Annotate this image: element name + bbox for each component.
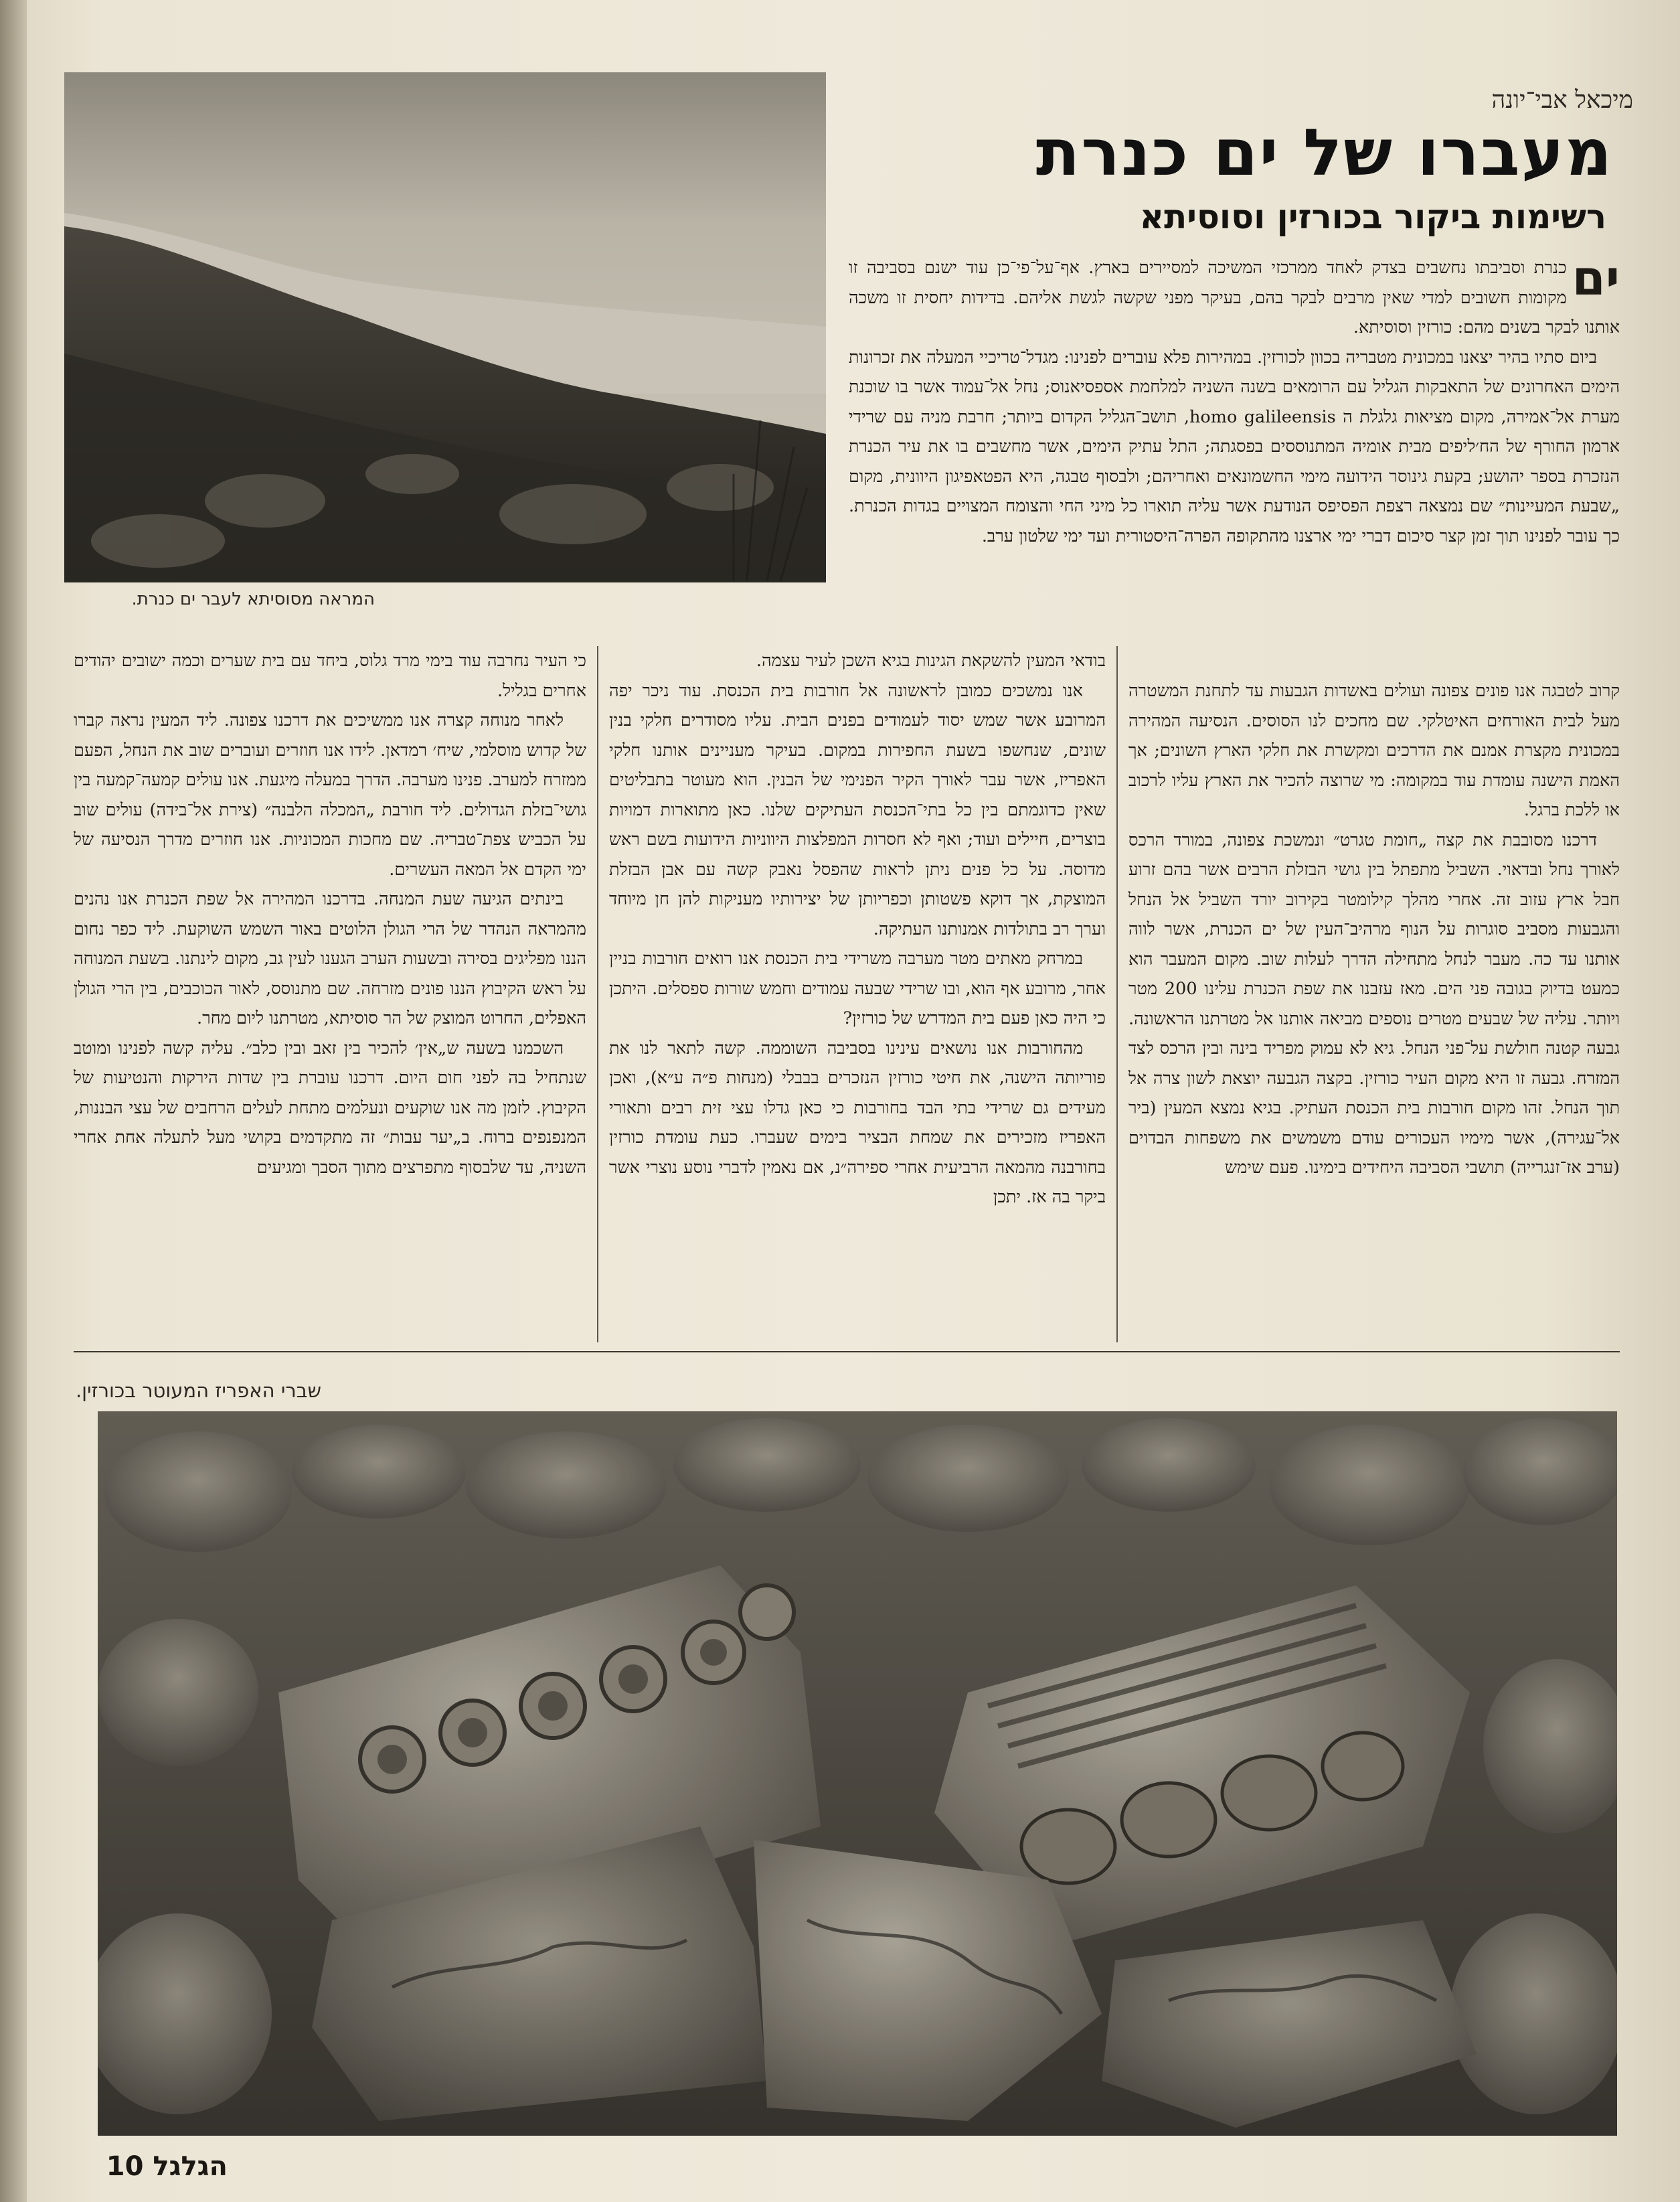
page-number: 10: [106, 2151, 144, 2182]
paragraph: מהחורבות אנו נושאים עינינו בסביבה השוממה. קשה לתאר לנו את פוריותה הישנה, את חיטי כורזין הנזכרים בבבלי (מנחות פ״ה ע״א), ואכן מעידים גם שרידי בתי הבד בחורבות כי כאן גדלו עצי זית רבים ותאורי האפריז מזכירים את שמחת הבציר בימים שעברו. כעת עומדת כורזין בחורבנה מהמאה הרביעית אחרי ספירה״נ, אם נאמין לדברי נוסע נוצרי אשר ביקר בה אז. יתכן: [609, 1038, 1106, 1207]
paragraph: דרכנו מסובבת את קצה „חומת טגרט״ ונמשכת צפונה, במורד הרכס לאורך נחל ובדאוי. השביל מתפתל בין גושי הבזלת הרבים אשר בהם זרוע חבל ארץ עזוב זה. אחרי מהלך קילומטר בקירוב יורד השביל אל הנחל והגבעות מסביב סוגרות על הנוף מרהיב־העין של ים הכנרת, אשר לווה אותנו עד כה. מעבר לנחל מתחילה הדרך לעלות שוב. מקום המעבר הוא כמעט בדיוק בגובה פני הים. מאז עזבנו את שפת הכנרת עלינו 200 מטר ויותר. עליה של שבעים מטרים נוספים מביאה אותנו אל מטרתנו הראשונה. גבעה קטנה חולשת על־פני הנחל. גיא לא עמוק מפריד בינה ובין הרכס לצד המזרח. גבעה זו היא מקום העיר כורזין. בקצה הגבעה יוצאת לשון צרה אל תוך הנחל. זהו מקום חורבות בית הכנסת העתיק. בגיא נמצא המעין (ביר אל־עגירה), אשר מימיו העכורים עודם משמשים את משפחות הבדוים (ערב אז־זנגרייה) תושבי הסביבה היחידים בימינו. פעם שימש: [1128, 830, 1620, 1178]
author-byline: מיכאל אבי־יונה: [1491, 86, 1633, 114]
paragraph: בודאי המעין להשקאת הגינות בגיא השכן לעיר עצמה.: [756, 651, 1106, 671]
paragraph: לאחר מנוחה קצרה אנו ממשיכים את דרכנו צפונה. ליד המעין נראה קברו של קדוש מוסלמי, שיח׳ רמדאן. לידו אנו חוזרים ועוברים שוב את הנחל, הפעם ממזרח למערב. פנינו מערבה. הדרך במעלה מיגעת. אנו עולים קמעה־קמעה בין גושי־בזלת הגדולים. ליד חורבת „המכלה הלבנה״ (צירת אל־בידה) עולים שוב על הכביש צפת־טבריה. שם מחכות המכוניות. אנו חוזרים מדרך הנסיעה של ימי הקדם אל המאה העשרים.: [74, 710, 586, 880]
intro-paragraph-1: ים כנרת וסביבתו נחשבים בצדק לאחד ממרכזי המשיכה למסיירים בארץ. אף־על־פי־כן עוד ישנם בסביבה זו מקומות חשובים למדי שאין מרבים לבקר בהם, בעיקר מפני שקשה לגשת אליהם. בדידות יחסית זו משכה אותנו לבקר בשנים מהם: כורזין וסוסיתא.: [849, 253, 1620, 337]
magazine-name: הגלגל: [153, 2151, 228, 2182]
article-headline: מעברו של ים כנרת: [1035, 115, 1613, 190]
top-photo-caption: המראה מסוסיתא לעבר ים כנרת.: [131, 589, 375, 609]
intro-column: [849, 253, 1620, 648]
paragraph: קרוב לטבגה אנו פונים צפונה ועולים באשדות הגבעות עד לתחנת המשטרה מעל לבית האורחים האיטלקי. שם מחכים לנו הסוסים. הנסיעה המהירה במכונית מקצרת אמנם את הדרכים ומקשרת את חלקי הארץ השונים; אך האמת הישנה עומדת עוד במקומה: מי שרוצה להכיר את הארץ עליו לרכוב או ללכת ברגל.: [1128, 681, 1620, 820]
column-right: [1128, 676, 1620, 1339]
paragraph: בינתים הגיעה שעת המנחה. בדרכנו המהירה אל שפת הכנרת אנו נהנים מהמראה הנהדר של הרי הגולן הלוטים באור השמש השוקעת. ליד כפר נחום הננו מפליגים בסירה ובשעות הערב הגענו לעין גב, מקום לינתנו. בשעת המנוחה על ראש הקיבוץ הננו פונים מזרחה. שם מתנוסס, לאור הכוכבים, בין הרי הגולן האפלים, החרוט המוצק של הר סוסיתא, מטרתנו ליום מחר.: [74, 889, 586, 1028]
bottom-photo-caption: שברי האפריז המעוטר בכורזין.: [75, 1379, 321, 1402]
paragraph: במרחק מאתים מטר מערבה משרידי בית הכנסת אנו רואים חורבות בניין אחר, מרובע אף הוא, ובו שרידי שבעה עמודים וחמש שורות ספסלים. היתכן כי היה כאן פעם בית המדרש של כורזין?: [609, 949, 1106, 1028]
paragraph: כי העיר נחרבה עוד בימי מרד גלוס, ביחד עם בית שערים וכמה ישובים יהודים אחרים בגליל.: [74, 651, 586, 701]
bottom-photo-frieze-ruins: [98, 1411, 1617, 2136]
intro-paragraph-2: ביום סתיו בהיר יצאנו במכונית מטבריה בכוון לכורזין. במהירות פלא עוברים לפנינו: מגדל־טריכיי המעלה את זכרונות הימים האחרונים של התאבקות הגליל עם הרומאים בשנה השניה למלחמת אספסיאנוס; נחל אל־עמוד אשר בו שוכנת מערת אל־אמירה, מקום מציאות גלגלת ה homo galileensis, תושב־הגליל הקדום ביותר; חרבת מניה עם שרידי ארמון החורף של הח׳ליפים מבית אומיה המתנוססים בפסגתה; התל עתיק הימים, אשר מחשבים בו את עיר הכנרת הנזכרת בספר יהושע; בקעת גינוסר הידועה מימי החשמונאים ואחריהם; ולבסוף טבגה, היא הפטאפיגון היוונית, מקום „שבעת המעיינות״ שם נמצאה רצפת הפסיפס הנודעת אשר עליה תוארו כל מיני החי והצומח המצויים בגדות הכנרת. כך עובר לפנינו תוך זמן קצר סיכום דברי ימי ארצנו מהתקופה הפרה־היסטורית ועד ימי שלטון ערב.: [849, 347, 1620, 546]
text-bottom-rule: [74, 1351, 1620, 1352]
top-photo-sea-of-galilee: [64, 72, 826, 582]
paragraph: השכמנו בשעה ש„אין׳ להכיר בין זאב ובין כלב״. עליה קשה לפנינו ומוטב שנתחיל בה לפני חום היום. דרכנו עוברת בין שדות הירקות והנטיעות של הקיבוץ. לזמן מה אנו שוקעים ונעלמים מתחת לעלים הרחבים של עצי הבננות, המנפנפים ברוח. ב„יער עבות״ זה מתקדמים בקושי מעל לתעלה אחת אחרי השניה, עד שלבסוף מתפרצים מתוך הסבך ומגיעים: [74, 1038, 586, 1178]
drop-cap: ים: [1572, 253, 1620, 306]
column-divider: [597, 646, 598, 1342]
article-subheadline: רשימות ביקור בכורזין וסוסיתא: [1139, 198, 1606, 236]
column-left: [74, 646, 586, 1342]
page-folio: [106, 2151, 228, 2182]
column-divider: [1116, 646, 1118, 1342]
column-middle: [609, 646, 1106, 1342]
binding-shadow: [0, 0, 27, 2202]
paragraph: אנו נמשכים כמובן לראשונה אל חורבות בית הכנסת. עוד ניכר יפה המרובע אשר שמש יסוד לעמודים בפנים הבית. עליו מסודרים חלקי בנין שונים, שנחשפו בשעת החפירות במקום. בעיקר מעניינים אותנו חלקי האפריז, אשר עבר לאורך הקיר הפנימי של הבנין. הוא מעוטר בתבליטים שאין כדוגמתם בין כל בתי־הכנסת העתיקים שלנו. כאן מתוארות דמויות בוצרים, חיילים ועוד; ואף לא חסרות המפלצות היווניות הידועות בשם ראש מדוסה. על כל פנים ניתן לראות שהפסל נאבק קשה עם אבן הבזלת המוצקת, אך דוקא פשטותן וכפריותן של יצירותיו מעניקות להן חן מיוחד וערך רב בתולדות אמנותנו העתיקה.: [609, 680, 1106, 939]
